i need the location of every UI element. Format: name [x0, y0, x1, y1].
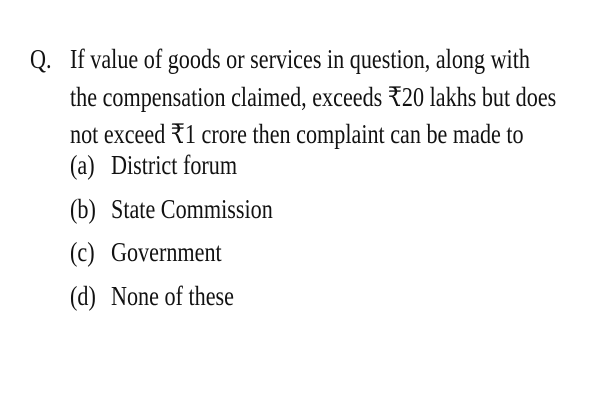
option-d — [70, 280, 234, 312]
option-a-text: District forum — [111, 150, 238, 180]
option-b-letter: (b) — [70, 194, 96, 224]
option-b-text: State Commission — [111, 194, 273, 224]
option-c-letter: (c) — [70, 237, 95, 267]
option-a-letter: (a) — [70, 150, 95, 180]
question-text-line-1: If value of goods or services in question, along with — [70, 44, 530, 74]
question-label: Q. — [30, 44, 52, 74]
option-c — [70, 236, 222, 268]
question-text-line-2: the compensation claimed, exceeds ₹20 lakhs but does — [70, 82, 557, 112]
option-c-text: Government — [111, 237, 222, 267]
option-d-letter: (d) — [70, 281, 96, 311]
option-d-text: None of these — [111, 281, 234, 311]
option-a — [70, 149, 237, 181]
option-b — [70, 193, 273, 225]
question-text-line-3: not exceed ₹1 crore then complaint can be made to — [70, 119, 524, 149]
